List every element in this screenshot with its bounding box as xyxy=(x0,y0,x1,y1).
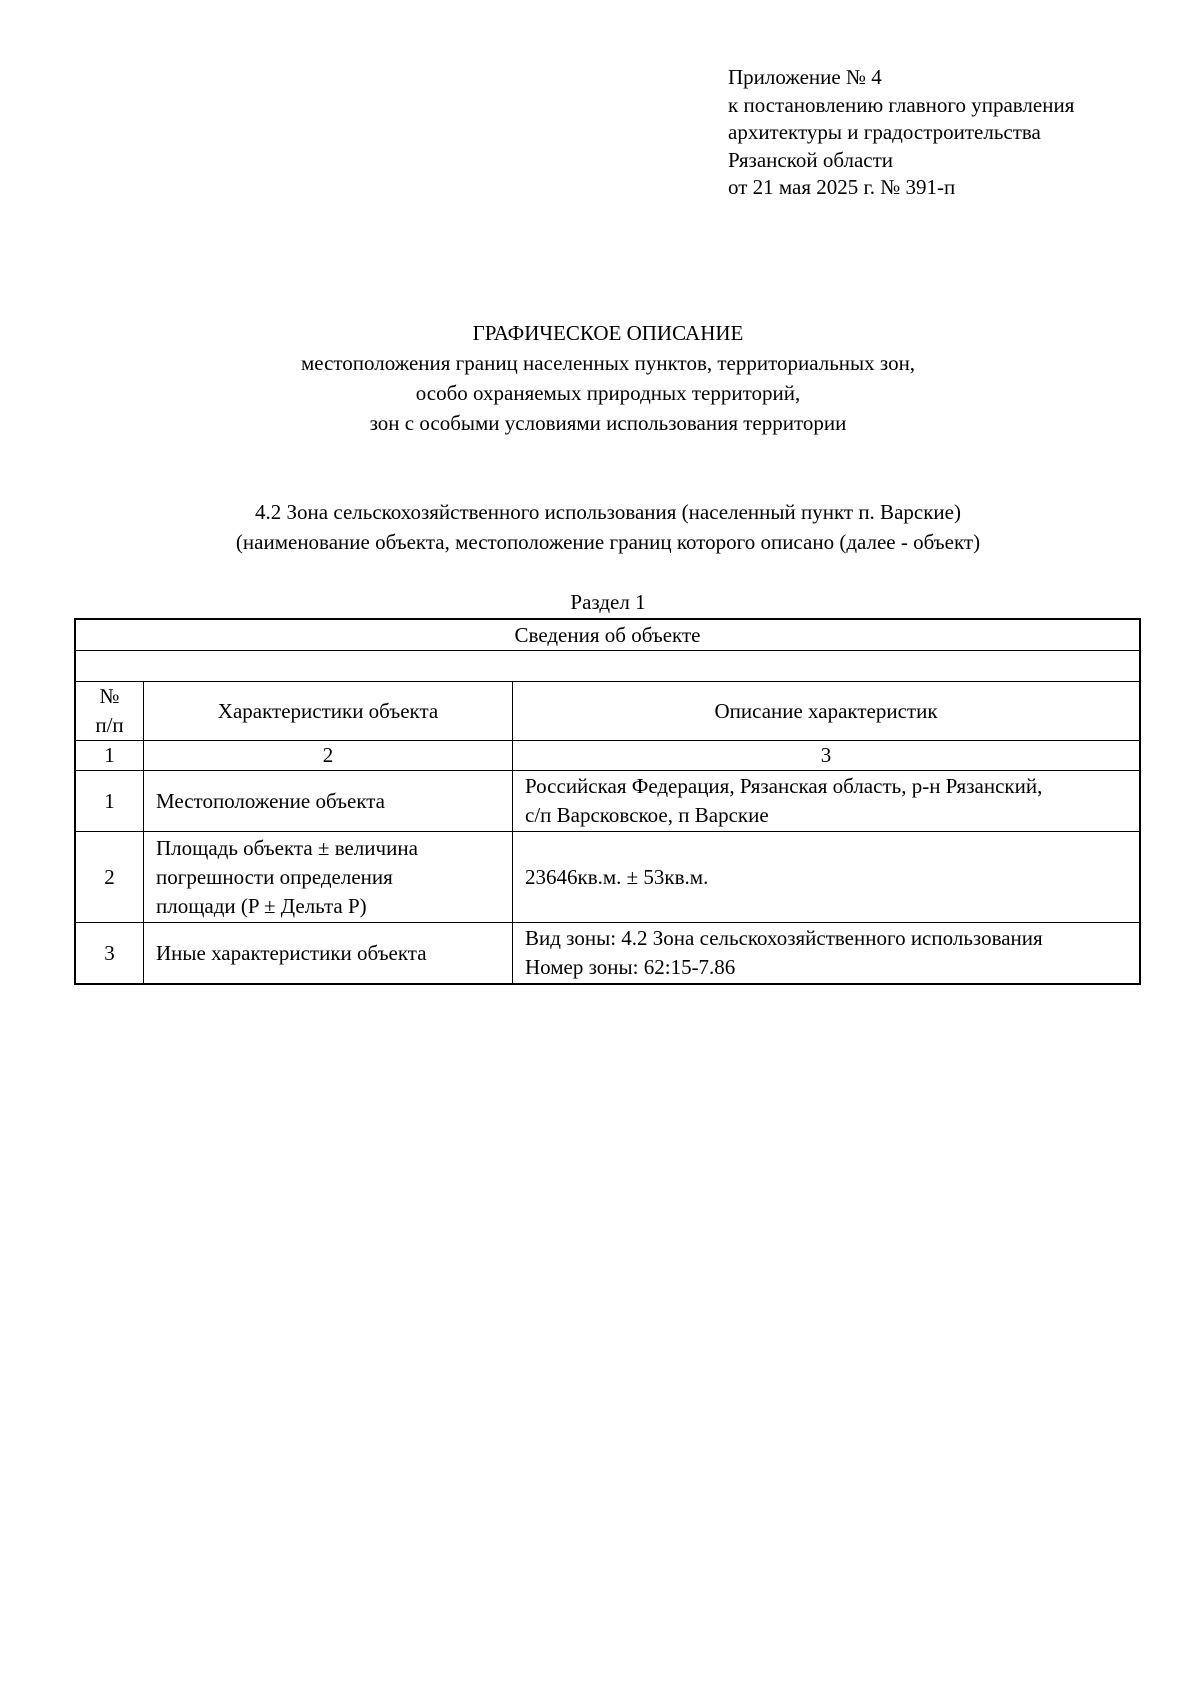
title-line: местоположения границ населенных пунктов, территориальных зон, xyxy=(300,351,916,375)
column-number: 1 xyxy=(75,741,144,771)
column-numbers-row xyxy=(75,741,1140,771)
appendix-line: Рязанской области xyxy=(728,147,894,172)
row-characteristic xyxy=(144,771,513,832)
title-line: особо охраняемых природных территорий, xyxy=(415,381,801,405)
section-label: Раздел 1 xyxy=(570,590,646,614)
table-header-row xyxy=(75,682,1140,741)
description-line: с/п Варсковское, п Варские xyxy=(525,803,769,827)
appendix-line: к постановлению главного управления xyxy=(728,92,1075,117)
row-description xyxy=(513,923,1141,985)
characteristic-line: Иные характеристики объекта xyxy=(156,940,427,965)
title-line: зон с особыми условиями использования территории xyxy=(369,411,847,435)
header-num-line: № xyxy=(99,684,120,708)
empty-cell xyxy=(75,651,1140,682)
appendix-line: Приложение № 4 xyxy=(728,65,882,89)
row-description xyxy=(513,832,1141,923)
header-num xyxy=(75,682,144,741)
row-characteristic xyxy=(144,832,513,923)
title-heading: ГРАФИЧЕСКОЕ ОПИСАНИЕ xyxy=(472,321,744,345)
appendix-line: от 21 мая 2025 г. № 391-п xyxy=(728,175,956,199)
row-num: 1 xyxy=(75,771,144,832)
object-name-block xyxy=(0,497,1200,557)
description-line: 23646кв.м. ± 53кв.м. xyxy=(525,864,709,889)
table-title-row xyxy=(75,619,1140,651)
object-caption: (наименование объекта, местоположение границ которого описано (далее - объект) xyxy=(235,530,981,554)
table-empty-row xyxy=(75,651,1140,682)
characteristic-line: Площадь объекта ± величина xyxy=(156,835,418,860)
header-description: Описание характеристик xyxy=(513,682,1141,741)
row-num: 3 xyxy=(75,923,144,985)
table-row xyxy=(75,923,1140,985)
description-line: Вид зоны: 4.2 Зона сельскохозяйственного использования xyxy=(525,926,1043,950)
document-title xyxy=(0,318,1200,438)
header-characteristics: Характеристики объекта xyxy=(144,682,513,741)
row-description xyxy=(513,771,1141,832)
table-row xyxy=(75,771,1140,832)
description-line: Российская Федерация, Рязанская область, р-н Рязанский, xyxy=(525,774,1043,798)
characteristic-line: погрешности определения xyxy=(156,864,393,889)
row-characteristic xyxy=(144,923,513,985)
table-title: Сведения об объекте xyxy=(75,619,1140,651)
characteristic-line: Местоположение объекта xyxy=(156,788,386,813)
characteristic-line: площади (P ± Дельта P) xyxy=(156,893,367,918)
header-num-line: п/п xyxy=(95,713,124,737)
object-name: 4.2 Зона сельскохозяйственного использования (населенный пункт п. Варские) xyxy=(255,500,961,524)
column-number: 3 xyxy=(513,741,1141,771)
object-info-table xyxy=(74,618,1141,985)
description-line: Номер зоны: 62:15-7.86 xyxy=(525,955,736,979)
table-row xyxy=(75,832,1140,923)
row-num: 2 xyxy=(75,832,144,923)
appendix-note xyxy=(728,64,1074,202)
column-number: 2 xyxy=(144,741,513,771)
appendix-line: архитектуры и градостроительства xyxy=(728,120,1041,144)
